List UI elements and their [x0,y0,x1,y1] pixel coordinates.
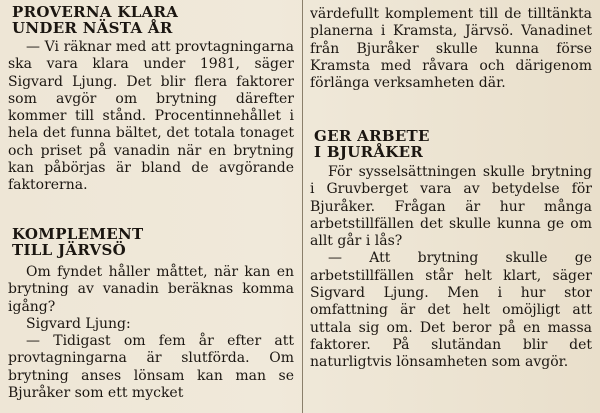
paragraph: värdefullt komplement till de tilltänkta planerna i Kramsta, Järvsö. Vanadinet från Bjuråker skulle kunna förse Kramsta med råvara och därigenom förlänga verksamheten där. [310,6,592,92]
paragraph: — Tidigast om fem år efter att provtagningarna är slutförda. Om brytning anses lönsam kan man se Bjuråker som ett mycket [8,333,294,402]
right-lower-text [310,164,592,372]
left-lower-text [8,264,294,402]
left-column [8,0,298,413]
right-column [310,0,600,413]
heading-proverna [12,4,178,36]
heading-line: UNDER NÄSTA ÅR [12,19,173,37]
heading-line: I BJURÅKER [314,143,424,161]
heading-line: GER ARBETE [314,127,430,145]
paragraph: Om fyndet håller måttet, när kan en brytning av vanadin beräknas komma igång? [8,264,294,315]
paragraph: — Att brytning skulle ge arbetstillfällen står helt klart, säger Sigvard Ljung. Men i hur stor omfattning är det helt omöjligt att uttala sig om. Det beror på en massa faktorer. På slutändan blir det naturligtvis lönsamheten som avgör. [310,250,592,371]
heading-line: TILL JÄRVSÖ [12,241,126,259]
heading-ger-arbete [314,128,430,160]
heading-line: KOMPLEMENT [12,225,144,243]
heading-komplement [12,226,143,258]
heading-line: PROVERNA KLARA [12,3,179,21]
paragraph: Sigvard Ljung: [26,315,131,332]
paragraph: — Vi räknar med att provtagningarna ska vara klara under 1981, säger Sigvard Ljung. Det blir flera faktorer som avgör om brytning därefter kommer till stånd. Procentinnehållet i hela det funna bältet, det totala tonaget och priset på vanadin när en brytning kan påbörjas är bland de avgörande faktorerna. [8,39,294,194]
column-divider [302,0,303,413]
paragraph: För sysselsättningen skulle brytning i Gruvberget vara av betydelse för Bjuråker. Frågan är hur många arbetstillfällen det skulle kunna ge om allt går i lås? [310,164,592,250]
